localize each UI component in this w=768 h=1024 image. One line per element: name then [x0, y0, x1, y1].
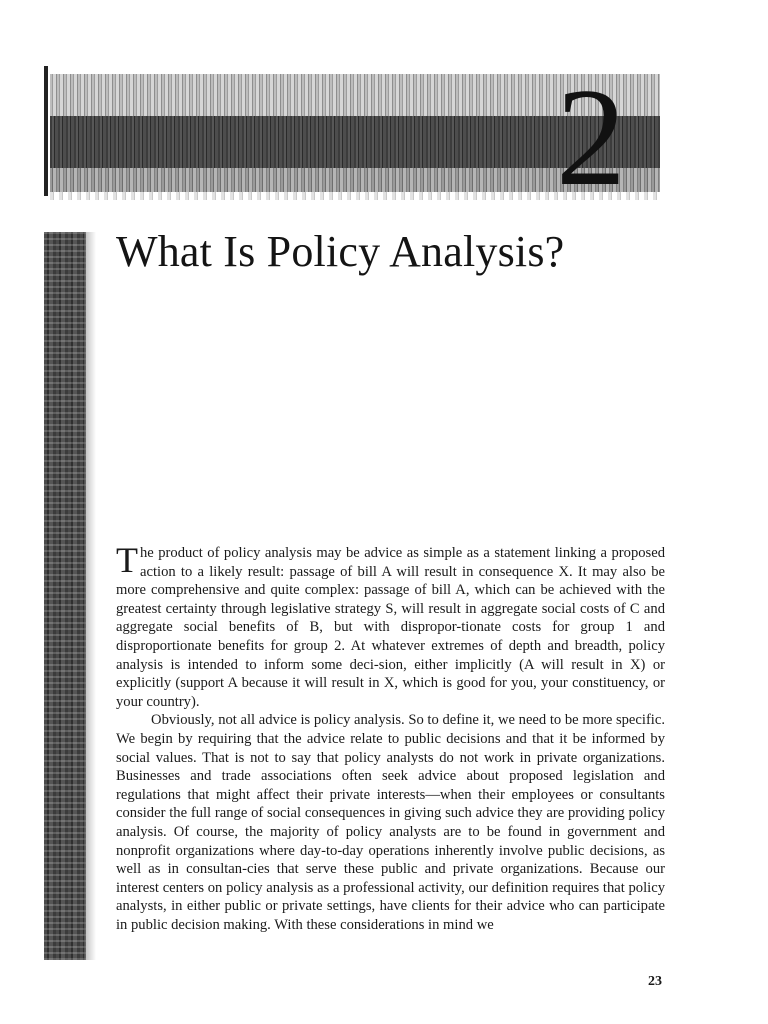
drop-cap: T: [116, 540, 138, 580]
body-text: [116, 540, 665, 934]
page-binding-edge: [44, 66, 48, 196]
chapter-title: What Is Policy Analysis?: [116, 227, 565, 276]
page-number: 23: [648, 974, 662, 989]
paragraph-1-text: he product of policy analysis may be advice as simple as a statement linking a proposed action to a likely result: passage of bill A will result in consequence X. It may also be more comprehensive and quite complex: passage of bill A, which can be achieved with the greatest certainty through legislative strategy S, will result in aggregate social costs of C and aggregate social benefits of B, but with dispropor-tionate costs for group 1 and disproportionate benefits for group 2. At whatever extremes of depth and breadth, policy analysis is intended to inform some deci-sion, either implicitly (A will result in X) or explicitly (support A because it will result in X, which is good for you, your constituency, or your country).: [116, 545, 665, 710]
paragraph-2: Obviously, not all advice is policy analysis. So to define it, we need to be more specific. We begin by requiring that the advice relate to public decisions and that it be informed by social values. That is not to say that policy analysts do not work in private organizations. Businesses and trade associations often seek advice about proposed legislation and regulations that might affect their private interests—when their employees or consultants consider the full range of social consequences in giving such advice they are providing policy analysis. Of course, the majority of policy analysts are to be found in government and nonprofit organizations where day-to-day operations inherently involve public decisions, as well as in consultan-cies that serve these public and private organizations. Because our interest centers on policy analysis as a professional activity, our definition requires that policy analysts, in either public or private settings, have clients for their advice who can participate in public decision making. With these considerations in mind we: [116, 712, 665, 933]
left-bar-shadow: [84, 232, 96, 960]
chapter-number: 2: [556, 60, 626, 215]
left-decorative-bar: [44, 232, 86, 960]
paragraph-1: [116, 540, 665, 711]
